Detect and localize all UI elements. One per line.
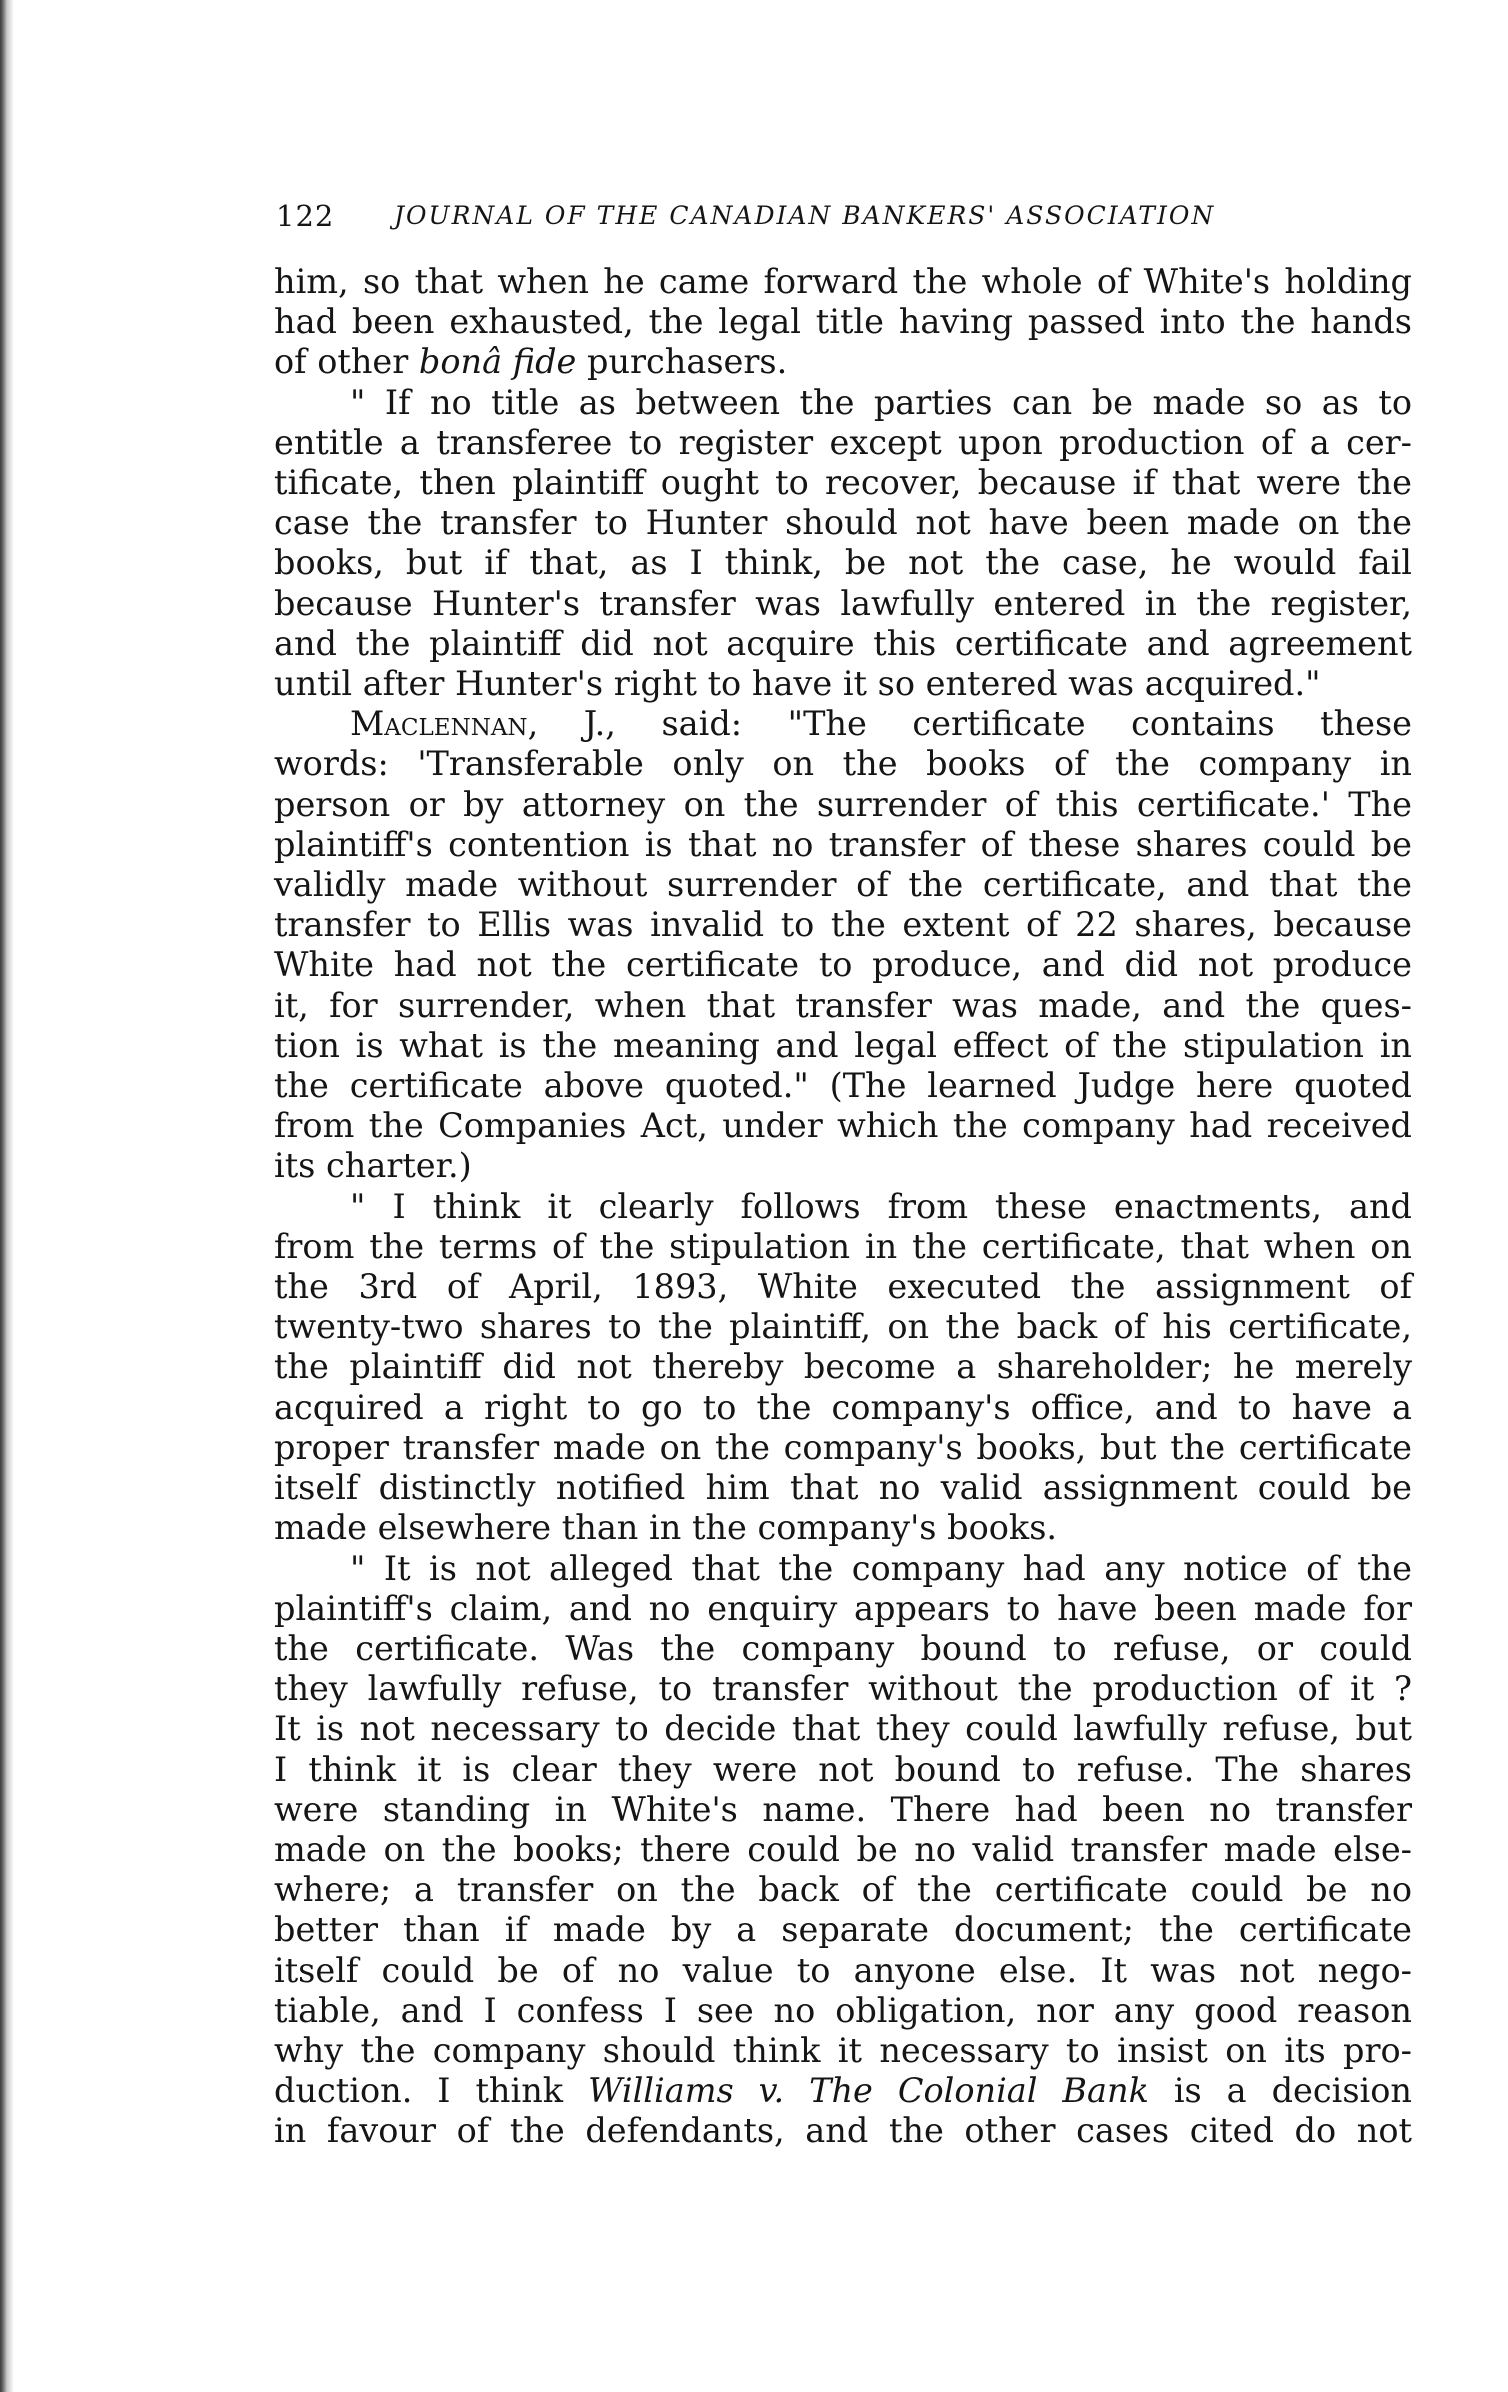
- italic-phrase: Williams v. The Colonial Bank: [588, 2071, 1149, 2111]
- text-line: its charter.): [274, 1146, 472, 1186]
- text-line: Maclennan, J., said: "The certificate contains these: [350, 704, 1412, 744]
- body-text: [274, 262, 1412, 2152]
- text-line: tificate, then plaintiff ought to recover, because if that were the: [274, 463, 1412, 503]
- text-line: proper transfer made on the company's books, but the certificate: [274, 1427, 1412, 1467]
- text-line: from the Companies Act, under which the company had received: [274, 1106, 1412, 1146]
- text-line: from the terms of the stipulation in the certificate, that when on: [274, 1226, 1412, 1266]
- text-line: made on the books; there could be no valid transfer made else-: [274, 1829, 1412, 1869]
- text-line: in favour of the defendants, and the other cases cited do not: [274, 2111, 1412, 2151]
- text-line: acquired a right to go to the company's office, and to have a: [274, 1387, 1412, 1427]
- text-line: had been exhausted, the legal title having passed into the hands: [274, 302, 1412, 342]
- page-edge-shadow: [0, 0, 14, 2392]
- text-line: entitle a transferee to register except upon production of a cer-: [274, 422, 1412, 462]
- text-line: it, for surrender, when that transfer was made, and the ques-: [274, 985, 1412, 1025]
- italic-phrase: bonâ fide: [418, 342, 577, 382]
- text-line: him, so that when he came forward the whole of White's holding: [274, 262, 1412, 301]
- text-line: White had not the certificate to produce, and did not produce: [274, 945, 1412, 985]
- page-header: [276, 196, 1316, 236]
- page-number: 122: [276, 199, 335, 233]
- text-line: were standing in White's name. There had been no transfer: [274, 1789, 1412, 1829]
- text-line: the certificate above quoted." (The learned Judge here quoted: [274, 1066, 1412, 1106]
- text-line: of other bonâ fide purchasers.: [274, 342, 788, 382]
- text-line: case the transfer to Hunter should not have been made on the: [274, 503, 1412, 543]
- text-line: books, but if that, as I think, be not the case, he would fail: [274, 543, 1412, 583]
- text-line: words: 'Transferable only on the books of the company in: [274, 744, 1412, 784]
- text-line: itself distinctly notified him that no valid assignment could be: [274, 1468, 1412, 1508]
- text-line: made elsewhere than in the company's books.: [274, 1508, 1058, 1548]
- text-line: until after Hunter's right to have it so entered was acquired.": [274, 664, 1321, 704]
- text-line: tiable, and I confess I see no obligation, nor any good reason: [274, 1990, 1412, 2030]
- text-line: and the plaintiff did not acquire this certificate and agreement: [274, 623, 1412, 663]
- text-line: I think it is clear they were not bound to refuse. The shares: [274, 1749, 1412, 1789]
- running-head: JOURNAL OF THE CANADIAN BANKERS' ASSOCIATION: [394, 201, 1216, 230]
- text-line: " If no title as between the parties can be made so as to: [350, 382, 1412, 422]
- text-line: transfer to Ellis was invalid to the extent of 22 shares, because: [274, 905, 1412, 945]
- text-line: why the company should think it necessary to insist on its pro-: [274, 2030, 1412, 2070]
- text-line: validly made without surrender of the certificate, and that the: [274, 865, 1412, 905]
- text-line: It is not necessary to decide that they could lawfully refuse, but: [274, 1709, 1412, 1749]
- text-line: duction. I think Williams v. The Colonial Bank is a decision: [274, 2071, 1412, 2111]
- small-caps-name: Maclennan: [350, 704, 528, 744]
- text-line: the 3rd of April, 1893, White executed the assignment of: [274, 1267, 1412, 1307]
- text-line: better than if made by a separate document; the certificate: [274, 1910, 1412, 1950]
- text-line: where; a transfer on the back of the certificate could be no: [274, 1870, 1412, 1910]
- text-line: because Hunter's transfer was lawfully entered in the register,: [274, 583, 1412, 623]
- text-line: plaintiff's claim, and no enquiry appears to have been made for: [274, 1588, 1412, 1628]
- text-line: person or by attorney on the surrender of this certificate.' The: [274, 784, 1412, 824]
- text-line: the certificate. Was the company bound to refuse, or could: [274, 1628, 1412, 1668]
- text-line: " It is not alleged that the company had any notice of the: [350, 1548, 1412, 1588]
- text-line: tion is what is the meaning and legal effect of the stipulation in: [274, 1025, 1412, 1065]
- text-line: plaintiff's contention is that no transfer of these shares could be: [274, 824, 1412, 864]
- text-line: they lawfully refuse, to transfer without the production of it ?: [274, 1669, 1412, 1709]
- text-line: the plaintiff did not thereby become a shareholder; he merely: [274, 1347, 1412, 1387]
- text-line: itself could be of no value to anyone else. It was not nego-: [274, 1950, 1412, 1990]
- text-line: twenty-two shares to the plaintiff, on the back of his certificate,: [274, 1307, 1412, 1347]
- text-line: " I think it clearly follows from these enactments, and: [350, 1186, 1412, 1226]
